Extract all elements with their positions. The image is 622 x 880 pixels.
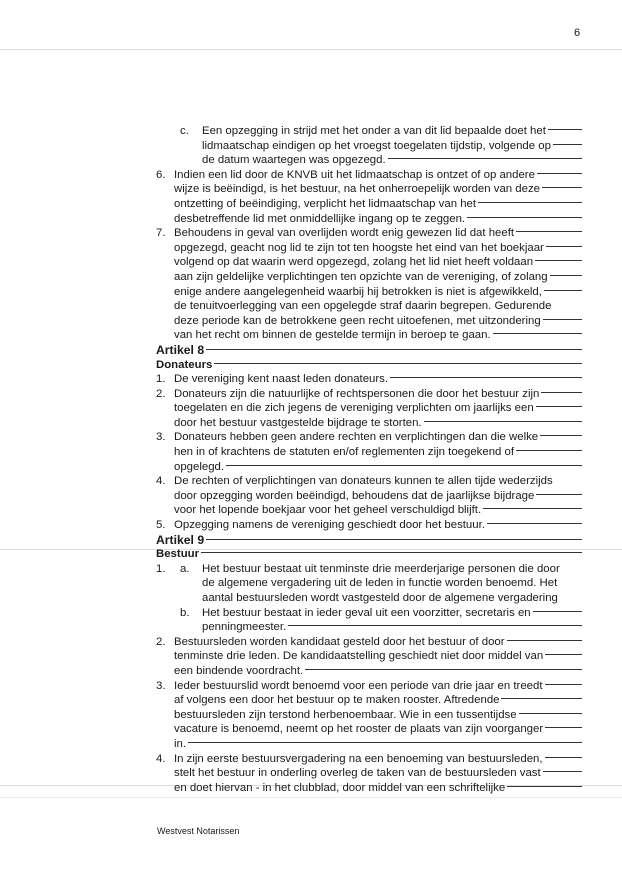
text-line — [156, 562, 582, 577]
line-text: volgend op dat waarin werd opgezegd, zolang het lid niet heeft voldaan — [174, 256, 534, 269]
line-text: Bestuursleden worden kandidaat gesteld door het bestuur of door — [174, 635, 505, 648]
line-text: Artikel 8 — [156, 342, 205, 357]
fill-dash-line — [478, 202, 582, 203]
line-text: Donateurs hebben geen andere rechten en verplichtingen dan die welke — [174, 431, 539, 444]
section-heading — [156, 343, 582, 358]
fill-dash-line — [540, 435, 582, 436]
line-text: Artikel 9 — [156, 532, 205, 547]
fill-dash-line — [214, 363, 582, 364]
section-heading — [156, 358, 582, 373]
item-number: 1. — [156, 562, 166, 575]
text-line — [156, 139, 582, 154]
text-line — [156, 649, 582, 664]
text-line — [156, 168, 582, 183]
text-line — [156, 737, 582, 752]
line-text: toegelaten en die zich jegens de vereniging verplichten om jaarlijks een — [174, 402, 534, 415]
line-text: de tenuitvoerlegging van een opgelegde straf daarin begrepen. Gedurende — [174, 300, 552, 313]
footer-firm-name: Westvest Notarissen — [157, 826, 240, 836]
text-line — [156, 328, 582, 343]
text-line — [156, 270, 582, 285]
item-number: 7. — [156, 227, 166, 240]
text-line — [156, 591, 582, 606]
line-text: hen in of krachtens de statuten en/of reglementen zijn toegekend of — [174, 446, 515, 459]
line-text: desbetreffende lid met onmiddellijke ingang op te zeggen. — [174, 212, 466, 225]
line-text: de algemene vergadering uit de leden in functie worden benoemd. Het — [202, 577, 558, 590]
text-line — [156, 401, 582, 416]
line-text: bestuursleden zijn terstond herbenoembaar. Wie in een tussentijdse — [174, 708, 517, 721]
text-line — [156, 576, 582, 591]
line-text: penningmeester. — [202, 621, 287, 634]
fill-dash-line — [550, 275, 582, 276]
fill-dash-line — [536, 406, 582, 407]
text-line — [156, 606, 582, 621]
fill-dash-line — [553, 144, 582, 145]
text-line — [156, 708, 582, 723]
fill-dash-line — [537, 173, 582, 174]
line-text: stelt het bestuur in onderling overleg de taken van de bestuursleden vast — [174, 767, 541, 780]
text-line — [156, 474, 582, 489]
fill-dash-line — [516, 450, 582, 451]
line-text: aantal bestuursleden wordt vastgesteld door de algemene vergadering — [202, 592, 558, 604]
text-line — [156, 635, 582, 650]
text-line — [156, 212, 582, 227]
fill-dash-line — [543, 319, 582, 320]
fill-dash-line — [390, 377, 582, 378]
text-line — [156, 460, 582, 475]
fill-dash-line — [545, 654, 582, 655]
fill-dash-line — [546, 246, 582, 247]
text-line — [156, 503, 582, 518]
line-text: tenminste drie leden. De kandidaatstelling geschiedt niet door middel van — [174, 650, 544, 663]
text-line — [156, 314, 582, 329]
scan-line — [0, 49, 622, 50]
text-line — [156, 693, 582, 708]
fill-dash-line — [424, 421, 582, 422]
line-text: Bestuur — [156, 548, 200, 561]
line-text: deze periode kan de betrokkene geen recht uitoefenen, met uitzondering — [174, 314, 541, 327]
text-line — [156, 664, 582, 679]
fill-dash-line — [533, 611, 582, 612]
line-text: aan zijn geldelijke verplichtingen ten opzichte van de vereniging, of zolang — [174, 270, 548, 283]
line-text: af volgens een door het bestuur op te maken rooster. Aftredende — [174, 694, 500, 707]
fill-dash-line — [545, 757, 582, 758]
item-number: 5. — [156, 519, 166, 532]
fill-dash-line — [536, 494, 582, 495]
text-line — [156, 679, 582, 694]
item-number: 3. — [156, 679, 166, 692]
document-body — [156, 124, 582, 795]
fill-dash-line — [188, 742, 582, 743]
text-line — [156, 255, 582, 270]
item-number: 6. — [156, 168, 166, 181]
line-text: vacature is benoemd, neemt op het rooster de plaats van zijn voorganger — [174, 723, 544, 736]
item-number: 3. — [156, 431, 166, 444]
fill-dash-line — [226, 465, 582, 466]
line-text: in. — [174, 737, 187, 750]
line-text: door opzegging worden beëindigd, behoudens dat de jaarlijkse bijdrage — [174, 489, 535, 502]
sub-item-letter: b. — [180, 606, 190, 619]
text-line — [156, 781, 582, 796]
text-line — [156, 416, 582, 431]
fill-dash-line — [288, 625, 582, 626]
section-heading — [156, 547, 582, 562]
text-line — [156, 299, 582, 314]
text-line — [156, 489, 582, 504]
line-text: Het bestuur bestaat in ieder geval uit een voorzitter, secretaris en — [202, 606, 531, 619]
text-line — [156, 241, 582, 256]
fill-dash-line — [544, 290, 582, 291]
line-text: Een opzegging in strijd met het onder a van dit lid bepaalde doet het — [202, 125, 546, 137]
text-line — [156, 722, 582, 737]
line-text: De vereniging kent naast leden donateurs. — [174, 373, 389, 386]
fill-dash-line — [483, 508, 582, 509]
line-text: opgezegd, geacht nog lid te zijn tot ten hoogste het eind van het boekjaar — [174, 241, 544, 254]
fill-dash-line — [543, 771, 582, 772]
item-number: 2. — [156, 635, 166, 648]
line-text: Donateurs — [156, 358, 213, 371]
fill-dash-line — [201, 552, 582, 553]
line-text: Donateurs zijn die natuurlijke of rechtspersonen die door het bestuur zijn — [174, 387, 540, 400]
item-number: 2. — [156, 387, 166, 400]
text-line — [156, 124, 582, 139]
fill-dash-line — [535, 260, 582, 261]
line-text: en doet hiervan - in het clubblad, door middel van een schriftelijke — [174, 781, 506, 794]
fill-dash-line — [541, 392, 582, 393]
page-number: 6 — [574, 27, 581, 39]
line-text: Opzegging namens de vereniging geschiedt door het bestuur. — [174, 519, 485, 532]
line-text: ontzetting of beëindiging, verplicht het lidmaatschap van het — [174, 197, 477, 210]
text-line — [156, 518, 582, 533]
line-text: voor het lopende boekjaar voor het geheel verschuldigd blijft. — [174, 504, 482, 517]
fill-dash-line — [206, 539, 582, 540]
fill-dash-line — [519, 713, 582, 714]
text-line — [156, 752, 582, 767]
line-text: wijze is beëindigd, is het bestuur, na het onherroepelijk worden van deze — [174, 183, 540, 196]
text-line — [156, 197, 582, 212]
text-line — [156, 445, 582, 460]
fill-dash-line — [545, 684, 582, 685]
fill-dash-line — [467, 217, 582, 218]
item-number: 1. — [156, 373, 166, 386]
fill-dash-line — [487, 523, 582, 524]
text-line — [156, 766, 582, 781]
fill-dash-line — [507, 640, 582, 641]
text-line — [156, 226, 582, 241]
fill-dash-line — [501, 698, 582, 699]
text-line — [156, 430, 582, 445]
item-number: 4. — [156, 752, 166, 765]
text-line — [156, 285, 582, 300]
line-text: van het recht om binnen de gestelde termijn in beroep te gaan. — [174, 329, 491, 342]
item-number: 4. — [156, 475, 166, 488]
text-line — [156, 620, 582, 635]
scan-line — [0, 797, 622, 798]
line-text: Het bestuur bestaat uit tenminste drie meerderjarige personen die door — [202, 562, 560, 575]
sub-item-letter: a. — [180, 562, 190, 575]
line-text: een bindende voordracht. — [174, 664, 304, 677]
line-text: In zijn eerste bestuursvergadering na een benoeming van bestuursleden, — [174, 752, 543, 765]
line-text: Behoudens in geval van overlijden wordt enig gewezen lid dat heeft — [174, 227, 515, 240]
line-text: opgelegd. — [174, 460, 225, 473]
line-text: de datum waartegen was opgezegd. — [202, 154, 386, 167]
text-line — [156, 372, 582, 387]
fill-dash-line — [305, 669, 582, 670]
line-text: De rechten of verplichtingen van donateurs kunnen te allen tijde wederzijds — [174, 475, 553, 488]
fill-dash-line — [388, 158, 582, 159]
line-text: Ieder bestuurslid wordt benoemd voor een periode van drie jaar en treedt — [174, 679, 543, 692]
fill-dash-line — [545, 727, 582, 728]
fill-dash-line — [507, 786, 582, 787]
line-text: door het bestuur vastgestelde bijdrage te storten. — [174, 416, 422, 429]
line-text: enige andere aangelegenheid waarbij hij betrokken is niet is afgewikkeld, — [174, 285, 542, 298]
sub-item-letter: c. — [180, 125, 189, 137]
fill-dash-line — [493, 333, 582, 334]
text-line — [156, 182, 582, 197]
fill-dash-line — [542, 187, 582, 188]
fill-dash-line — [548, 129, 582, 130]
fill-dash-line — [206, 349, 582, 350]
section-heading — [156, 533, 582, 548]
line-text: Indien een lid door de KNVB uit het lidmaatschap is ontzet of op andere — [174, 168, 535, 181]
text-line — [156, 153, 582, 168]
text-line — [156, 387, 582, 402]
fill-dash-line — [516, 231, 582, 232]
line-text: lidmaatschap eindigen op het vroegst toegelaten tijdstip, volgende op — [202, 139, 551, 152]
